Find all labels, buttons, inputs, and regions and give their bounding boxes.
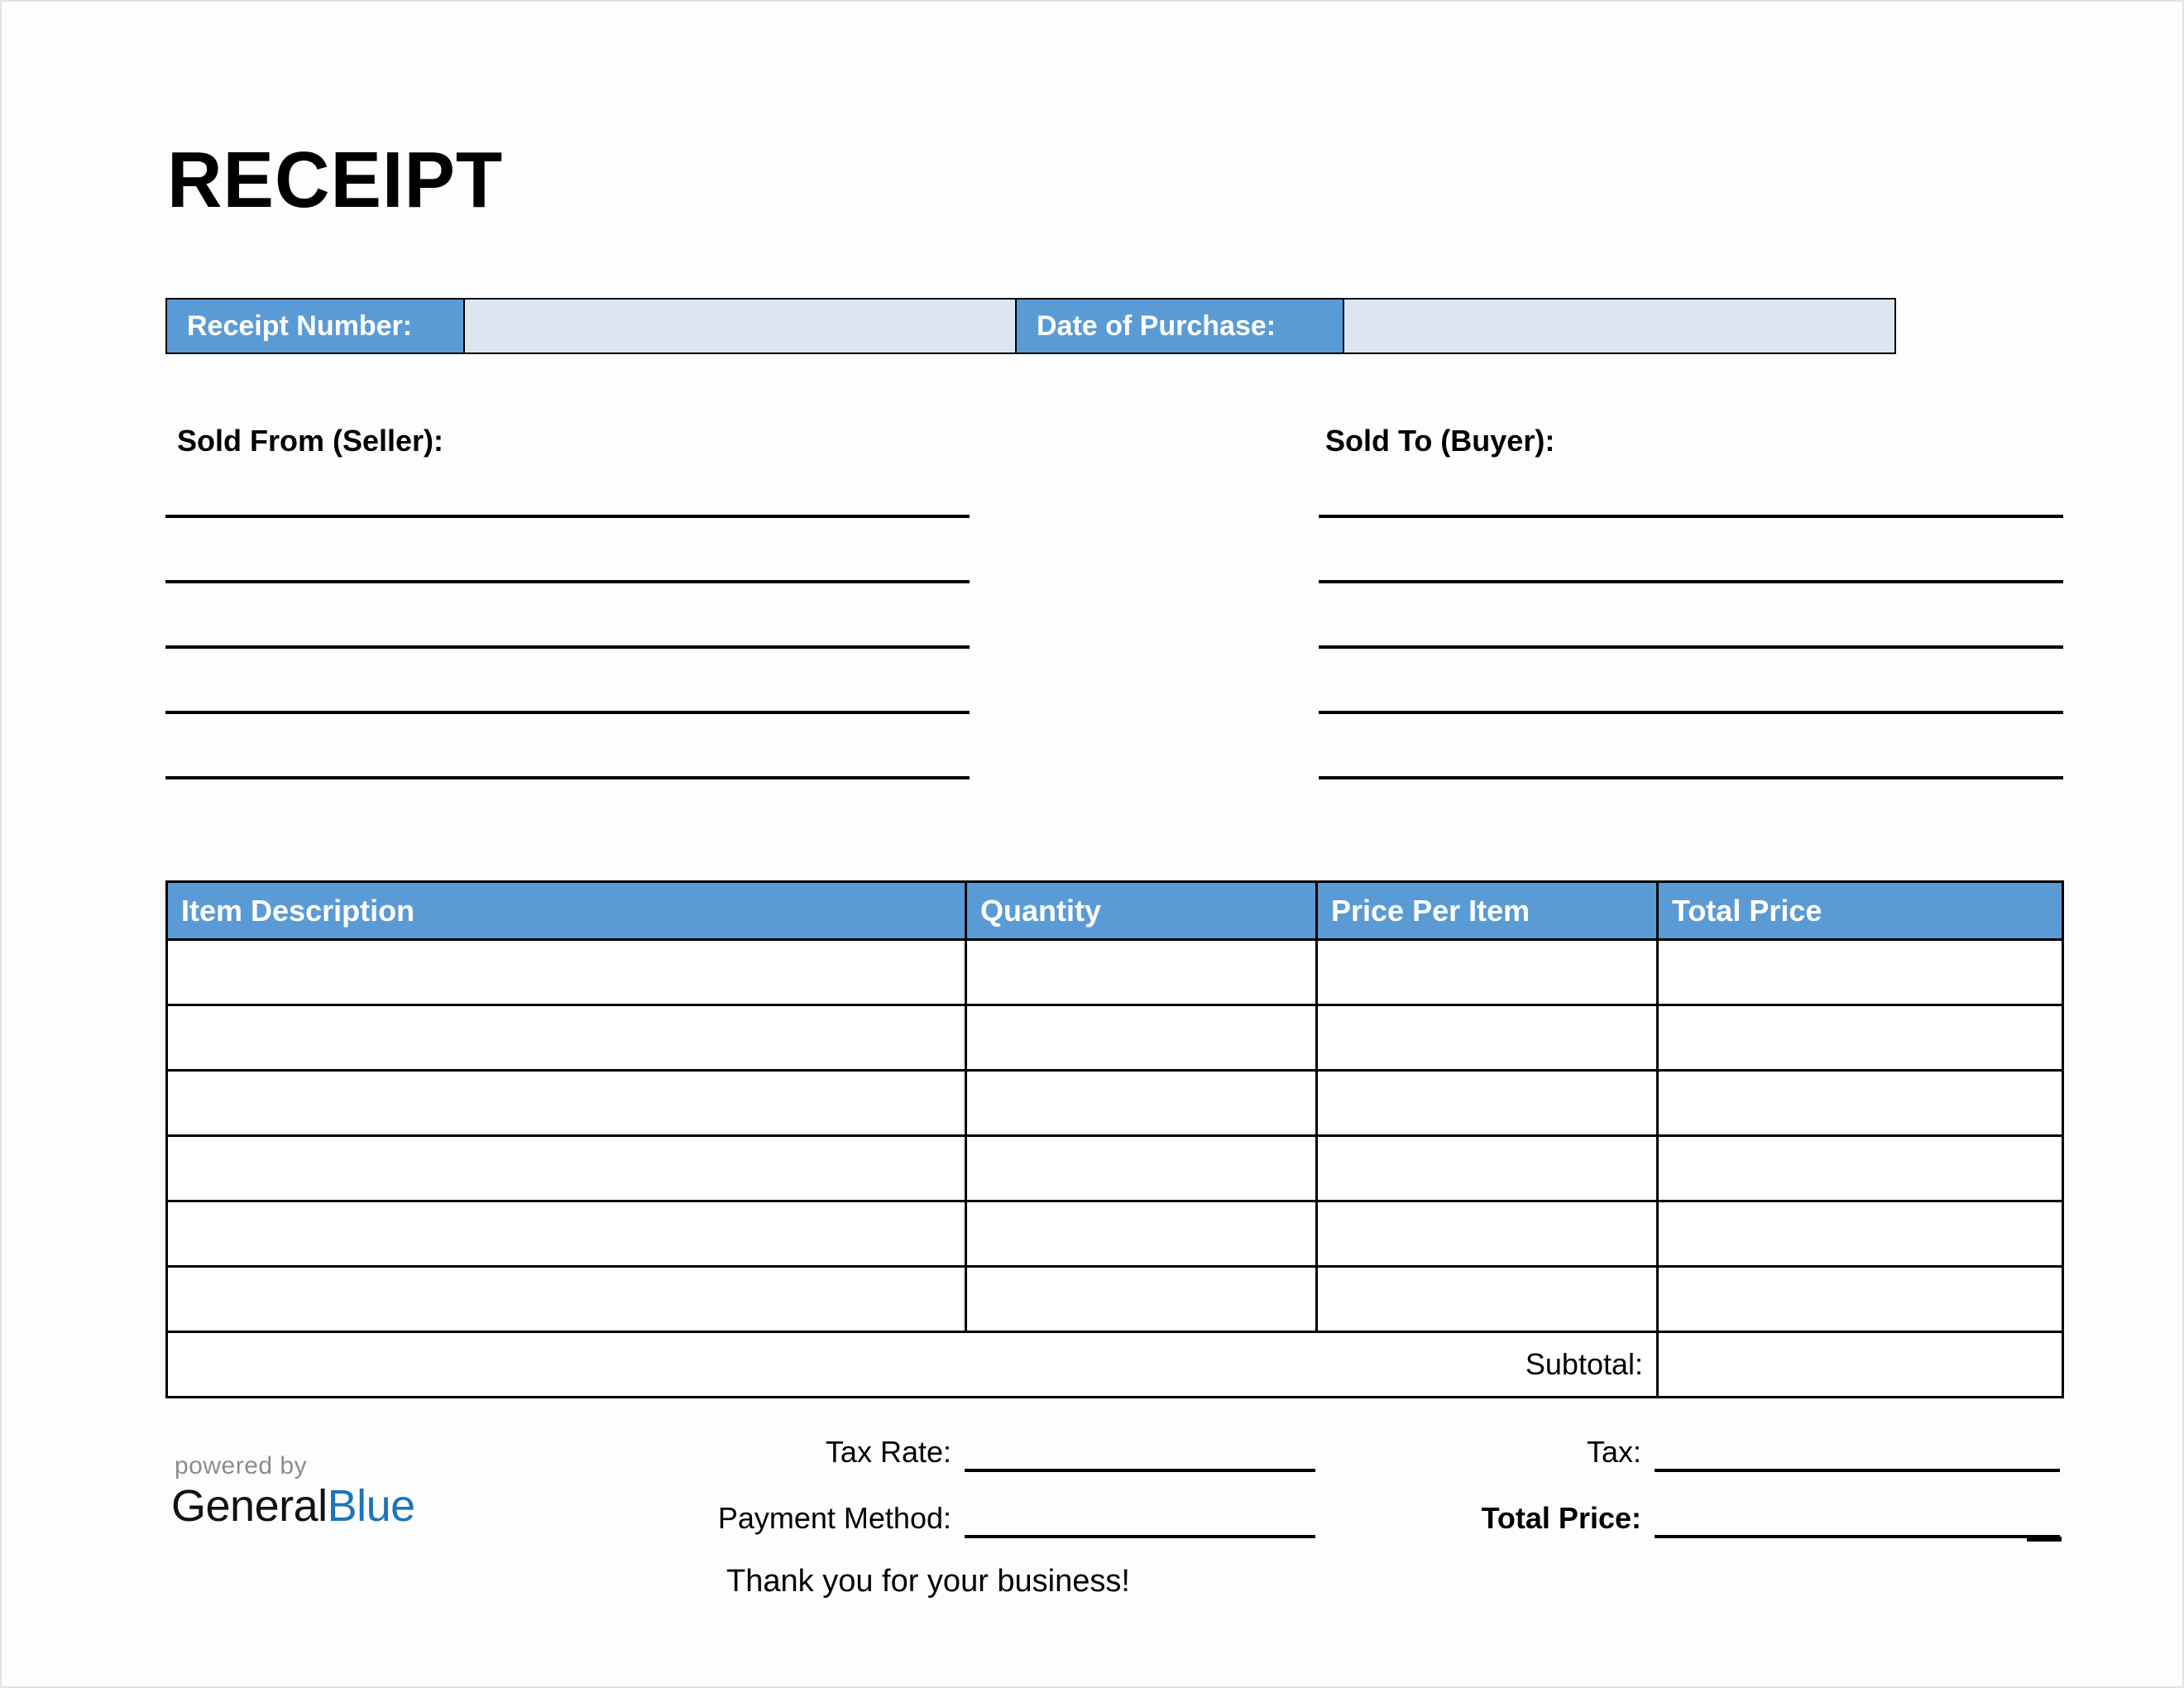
buyer-address-line[interactable] — [1319, 711, 2063, 714]
brand-name-blue: Blue — [327, 1481, 415, 1531]
buyer-section-label: Sold To (Buyer): — [1325, 424, 1555, 458]
cell-item-description[interactable] — [167, 1267, 966, 1332]
cell-total-price[interactable] — [1658, 1267, 2063, 1332]
column-header-total-price: Total Price — [1658, 882, 2063, 940]
buyer-address-line[interactable] — [1319, 515, 2063, 518]
seller-address-line[interactable] — [165, 580, 970, 583]
total-price-input[interactable] — [1655, 1535, 2060, 1538]
table-row — [167, 1267, 2063, 1332]
seller-address-line[interactable] — [165, 515, 970, 518]
cell-item-description[interactable] — [167, 1005, 966, 1071]
items-table-header-row — [167, 882, 2063, 940]
thank-you-message — [2, 1564, 2184, 1599]
payment-method-input[interactable] — [965, 1535, 1315, 1538]
receipt-meta-strip — [165, 298, 1896, 354]
tax-rate-field-group — [804, 1437, 1315, 1472]
buyer-address-line[interactable] — [1319, 645, 2063, 649]
buyer-address-line[interactable] — [1319, 776, 2063, 779]
cell-price-per-item[interactable] — [1317, 1005, 1658, 1071]
payment-method-label: Payment Method: — [717, 1501, 951, 1535]
subtotal-label: Subtotal: — [167, 1332, 1658, 1398]
tax-rate-input[interactable] — [965, 1469, 1315, 1472]
receipt-number-field[interactable] — [465, 300, 1015, 352]
thank-you-text: Thank you for your business! — [726, 1564, 1130, 1599]
column-header-price-per-item: Price Per Item — [1317, 882, 1658, 940]
table-row — [167, 1071, 2063, 1136]
column-header-quantity: Quantity — [966, 882, 1317, 940]
cell-total-price[interactable] — [1658, 1071, 2063, 1136]
seller-address-line[interactable] — [165, 776, 970, 779]
subtotal-value-field[interactable] — [1658, 1332, 2063, 1398]
cell-price-per-item[interactable] — [1317, 1071, 1658, 1136]
receipt-number-label: Receipt Number: — [167, 300, 465, 352]
column-header-item-description: Item Description — [167, 882, 966, 940]
cell-item-description[interactable] — [167, 1136, 966, 1201]
cell-item-description[interactable] — [167, 940, 966, 1005]
table-row — [167, 1136, 2063, 1201]
date-of-purchase-label: Date of Purchase: — [1015, 300, 1344, 352]
generalblue-logo — [171, 1452, 444, 1531]
cell-quantity[interactable] — [966, 940, 1317, 1005]
cell-price-per-item[interactable] — [1317, 940, 1658, 1005]
seller-address-block — [165, 515, 970, 842]
tax-rate-label: Tax Rate: — [825, 1435, 951, 1469]
powered-by-text: powered by — [175, 1452, 308, 1479]
cell-price-per-item[interactable] — [1317, 1136, 1658, 1201]
cell-total-price[interactable] — [1658, 1136, 2063, 1201]
subtotal-row — [167, 1332, 2063, 1398]
tax-input[interactable] — [1655, 1469, 2060, 1472]
tax-field-group — [1458, 1437, 2060, 1472]
buyer-address-block — [1319, 515, 1898, 842]
cell-quantity[interactable] — [966, 1136, 1317, 1201]
buyer-address-line[interactable] — [1319, 580, 2063, 583]
page-title: RECEIPT — [167, 136, 504, 224]
date-of-purchase-field[interactable] — [1344, 300, 1894, 352]
total-price-label: Total Price: — [1481, 1501, 1641, 1535]
cell-price-per-item[interactable] — [1317, 1201, 1658, 1267]
table-row — [167, 940, 2063, 1005]
seller-address-line[interactable] — [165, 645, 970, 649]
tax-label: Tax: — [1586, 1435, 1641, 1469]
cell-quantity[interactable] — [966, 1071, 1317, 1136]
cell-total-price[interactable] — [1658, 1201, 2063, 1267]
total-price-field-group — [1342, 1503, 2060, 1538]
items-table — [165, 880, 2064, 1398]
cell-item-description[interactable] — [167, 1201, 966, 1267]
cell-total-price[interactable] — [1658, 940, 2063, 1005]
seller-address-line[interactable] — [165, 711, 970, 714]
table-row — [167, 1201, 2063, 1267]
cell-price-per-item[interactable] — [1317, 1267, 1658, 1332]
cell-item-description[interactable] — [167, 1071, 966, 1136]
table-row — [167, 1005, 2063, 1071]
seller-section-label: Sold From (Seller): — [177, 424, 444, 458]
cell-quantity[interactable] — [966, 1005, 1317, 1071]
brand-wordmark — [171, 1481, 444, 1531]
cell-quantity[interactable] — [966, 1201, 1317, 1267]
cell-total-price[interactable] — [1658, 1005, 2063, 1071]
payment-method-field-group — [713, 1503, 1315, 1538]
brand-name-general: General — [171, 1481, 328, 1531]
cell-quantity[interactable] — [966, 1267, 1317, 1332]
